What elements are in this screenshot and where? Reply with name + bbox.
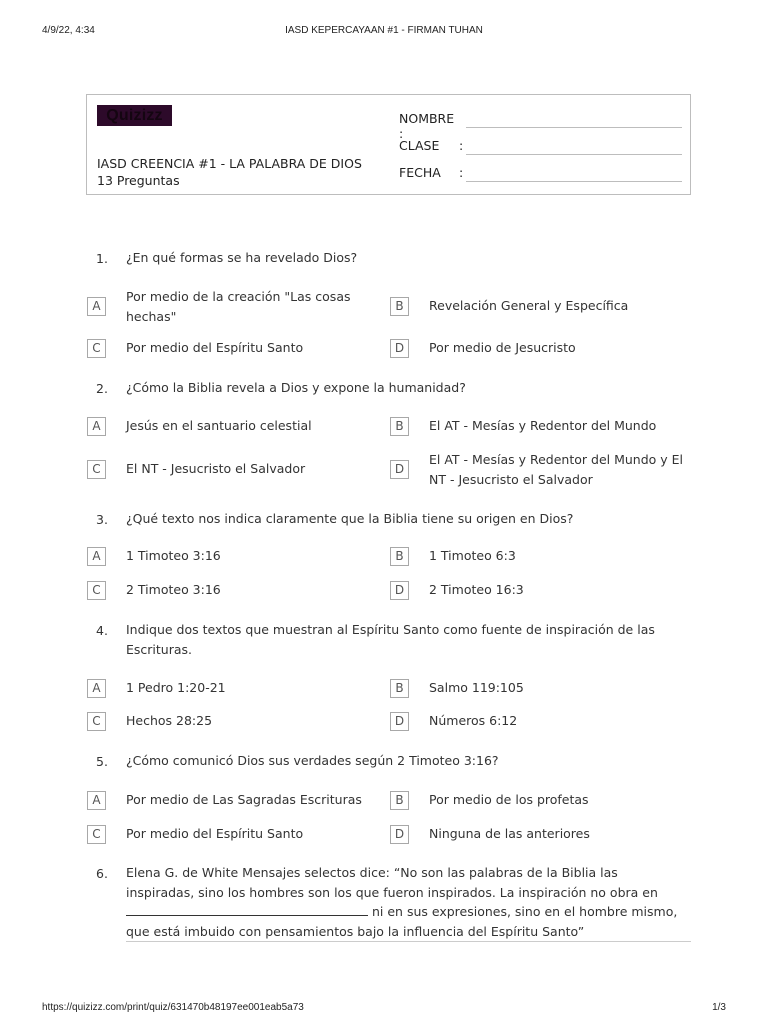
question-number: 6. [96, 866, 108, 881]
date-label: FECHA [399, 165, 441, 180]
date-field [399, 165, 464, 180]
option-text: El NT - Jesucristo el Salvador [126, 461, 306, 476]
print-datetime: 4/9/22, 4:34 [42, 25, 95, 36]
page-number: 1/3 [712, 1002, 726, 1013]
class-colon: : [459, 138, 464, 153]
quiz-title: IASD CREENCIA #1 - LA PALABRA DE DIOS [97, 156, 362, 171]
date-line[interactable] [466, 181, 682, 182]
option-letter-c[interactable]: C [87, 712, 106, 731]
question-number: 2. [96, 381, 108, 396]
question-text [126, 863, 686, 941]
option-text: El AT - Mesías y Redentor del Mundo [429, 418, 657, 433]
option-letter-d[interactable]: D [390, 712, 409, 731]
print-url: https://quizizz.com/print/quiz/631470b48197ee001eab5a73 [42, 1002, 304, 1013]
quiz-header-card [86, 94, 691, 195]
question-text: Indique dos textos que muestran al Espíritu Santo como fuente de inspiración de las Escrituras. [126, 622, 655, 657]
print-title: IASD KEPERCAYAAN #1 - FIRMAN TUHAN [285, 25, 483, 36]
option-text: 1 Pedro 1:20-21 [126, 680, 226, 695]
option-text: Revelación General y Específica [429, 298, 629, 313]
option-letter-a[interactable]: A [87, 547, 106, 566]
fill-in-blank[interactable] [126, 903, 368, 916]
option-text: Por medio de Las Sagradas Escrituras [126, 792, 362, 807]
date-colon: : [459, 165, 464, 180]
quizizz-logo [97, 105, 172, 126]
question-number: 1. [96, 251, 108, 266]
option-letter-b[interactable]: B [390, 547, 409, 566]
option-letter-b[interactable]: B [390, 417, 409, 436]
option-text: 2 Timoteo 3:16 [126, 582, 221, 597]
option-text: Jesús en el santuario celestial [126, 418, 312, 433]
option-text: Ninguna de las anteriores [429, 826, 590, 841]
option-letter-a[interactable]: A [87, 417, 106, 436]
question-text: ¿Cómo comunicó Dios sus verdades según 2 Timoteo 3:16? [126, 753, 499, 768]
option-text: El AT - Mesías y Redentor del Mundo y El NT - Jesucristo el Salvador [429, 452, 684, 487]
name-line[interactable] [466, 127, 682, 128]
option-letter-a[interactable]: A [87, 297, 106, 316]
name-field [399, 111, 457, 141]
option-text: 2 Timoteo 16:3 [429, 582, 524, 597]
class-label: CLASE [399, 138, 440, 153]
option-text: Por medio de la creación "Las cosas hechas" [126, 289, 351, 324]
option-letter-d[interactable]: D [390, 581, 409, 600]
logo-text: Quizizz [106, 107, 163, 124]
option-letter-c[interactable]: C [87, 825, 106, 844]
option-text: 1 Timoteo 6:3 [429, 548, 516, 563]
option-letter-a[interactable]: A [87, 679, 106, 698]
option-letter-d[interactable]: D [390, 339, 409, 358]
class-line[interactable] [466, 154, 682, 155]
option-letter-d[interactable]: D [390, 460, 409, 479]
answer-divider [126, 941, 691, 942]
question-count: 13 Preguntas [97, 173, 180, 188]
option-letter-b[interactable]: B [390, 297, 409, 316]
option-text: Por medio de Jesucristo [429, 340, 576, 355]
question-number: 5. [96, 754, 108, 769]
option-text: Hechos 28:25 [126, 713, 213, 728]
option-letter-c[interactable]: C [87, 581, 106, 600]
class-field [399, 138, 464, 153]
option-letter-d[interactable]: D [390, 825, 409, 844]
option-text: 1 Timoteo 3:16 [126, 548, 221, 563]
question-number: 4. [96, 623, 108, 638]
option-text: Por medio del Espíritu Santo [126, 826, 304, 841]
option-letter-c[interactable]: C [87, 460, 106, 479]
option-text: Por medio de los profetas [429, 792, 589, 807]
option-letter-b[interactable]: B [390, 679, 409, 698]
question-text: ¿En qué formas se ha revelado Dios? [126, 250, 358, 265]
option-letter-c[interactable]: C [87, 339, 106, 358]
option-text: Números 6:12 [429, 713, 518, 728]
option-text: Por medio del Espíritu Santo [126, 340, 304, 355]
name-label: NOMBRE : [399, 111, 455, 141]
option-letter-a[interactable]: A [87, 791, 106, 810]
option-letter-b[interactable]: B [390, 791, 409, 810]
question-text: ¿Cómo la Biblia revela a Dios y expone la humanidad? [126, 380, 466, 395]
question-text-before: Elena G. de White Mensajes selectos dice: “No son las palabras de la Biblia las inspiradas, sino los hombres son los que fueron inspirados. La inspiración no obra en [126, 865, 658, 900]
question-number: 3. [96, 512, 108, 527]
question-text: ¿Qué texto nos indica claramente que la Biblia tiene su origen en Dios? [126, 511, 574, 526]
question-text-after: ni en sus expresiones, sino en el hombre mismo, que está imbuido con pensamientos bajo la influencia del Espíritu Santo” [126, 904, 678, 939]
option-text: Salmo 119:105 [429, 680, 524, 695]
